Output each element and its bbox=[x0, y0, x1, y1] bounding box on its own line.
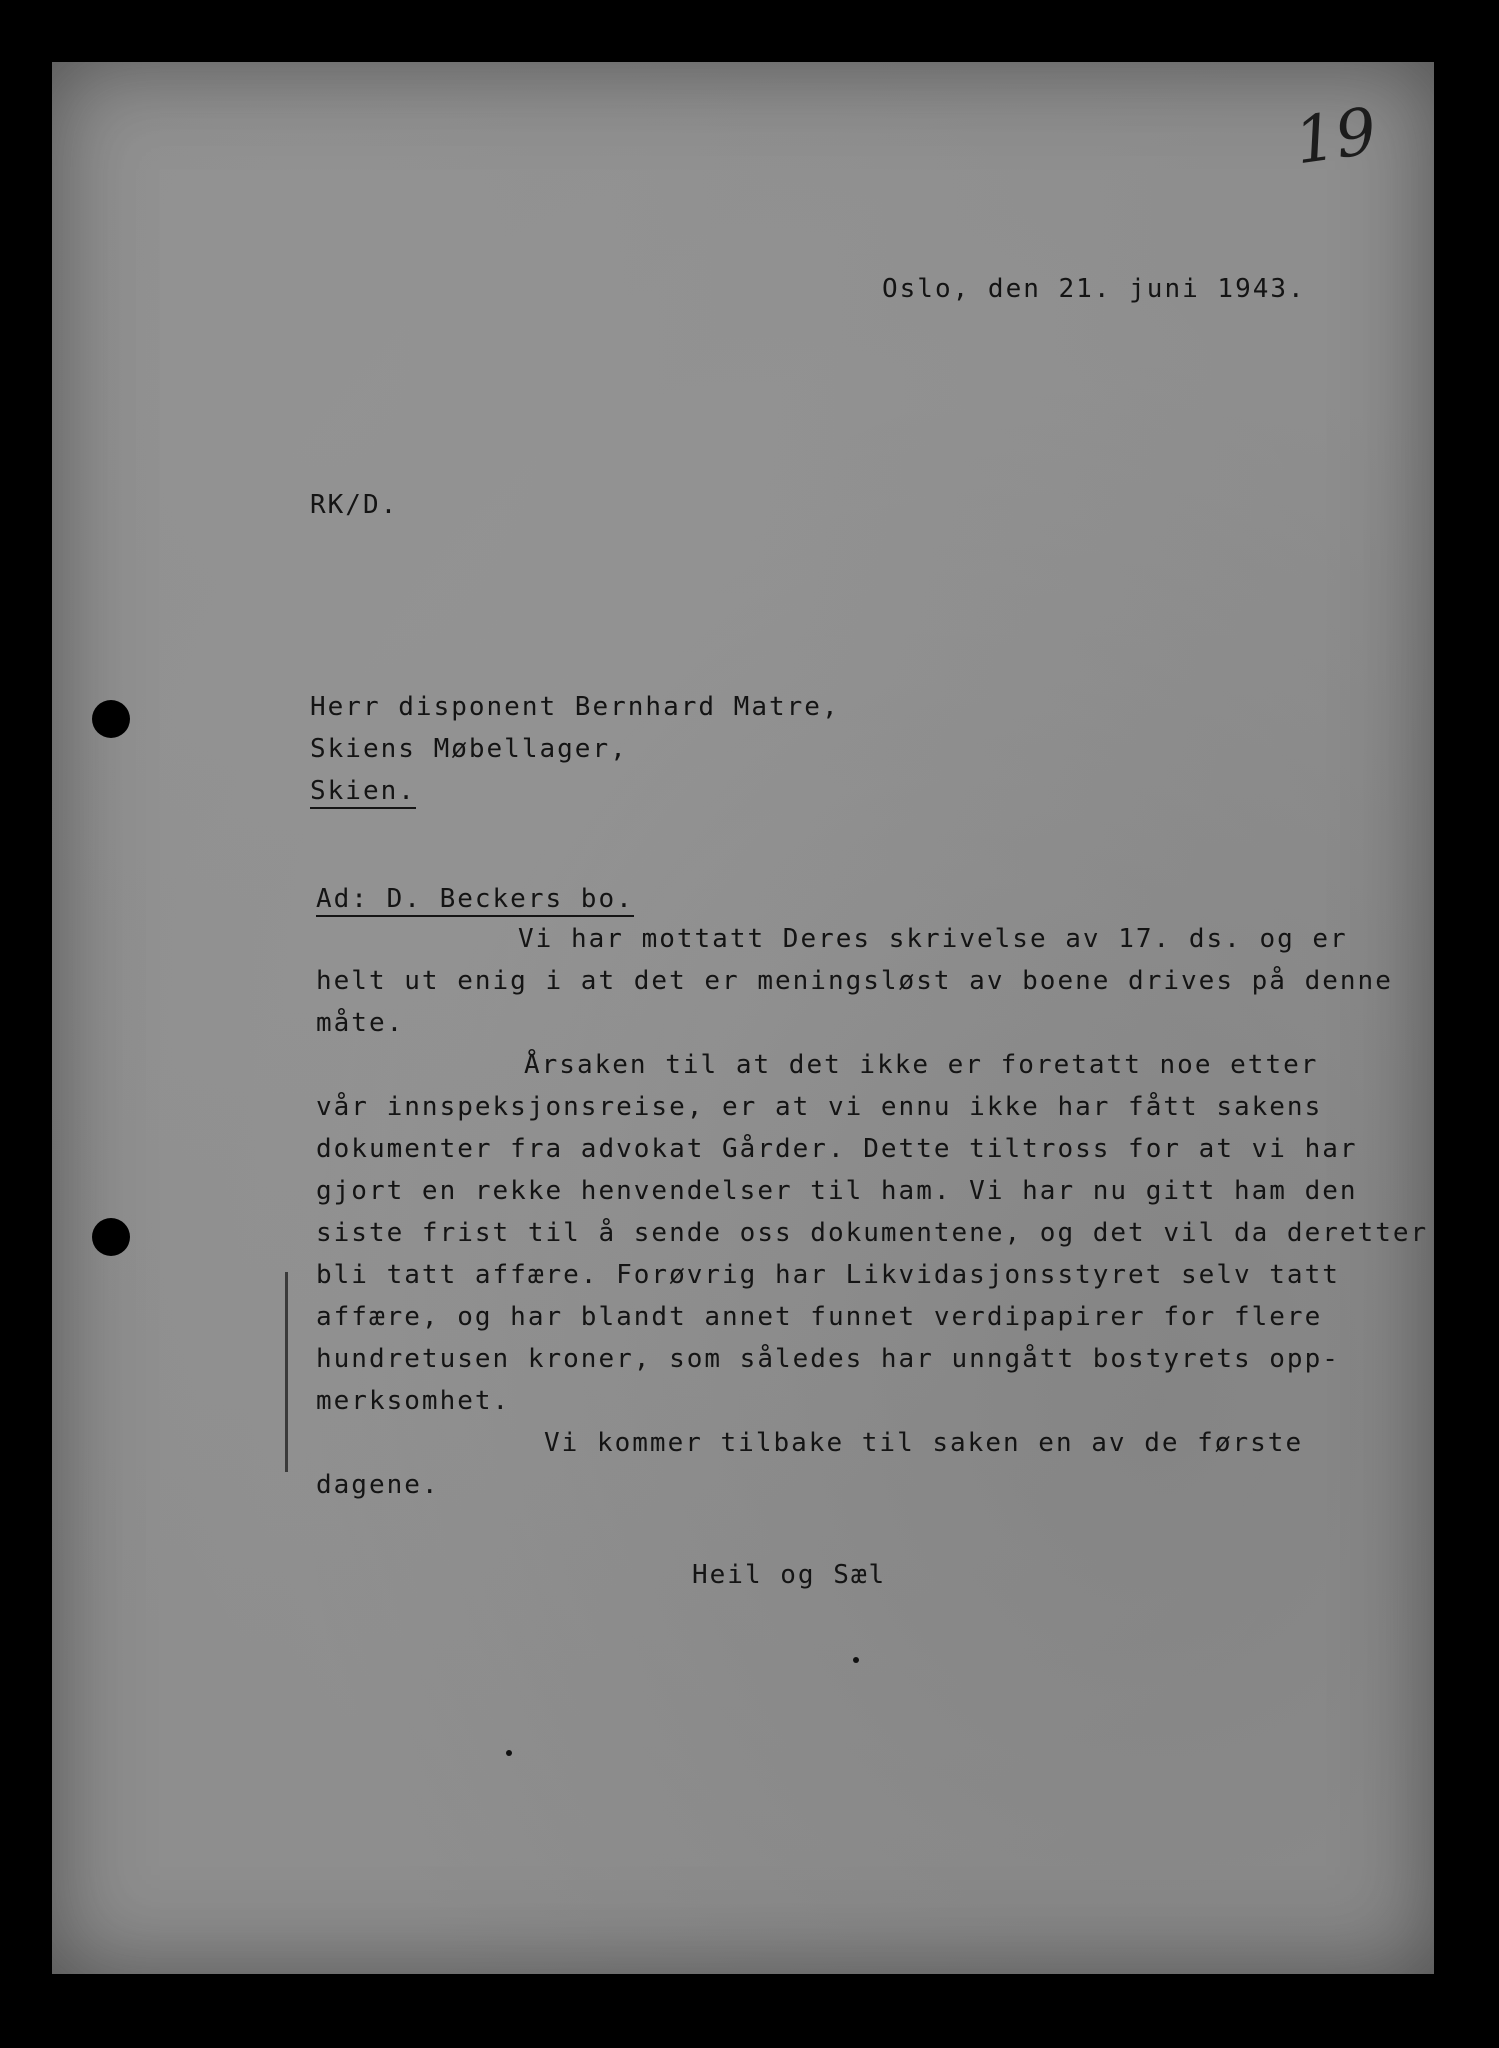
reference: RK/D. bbox=[310, 490, 399, 520]
body-line: Vi har mottatt Deres skrivelse av 17. ds. og er bbox=[518, 924, 1348, 954]
body-line: bli tatt affære. Forøvrig har Likvidasjonsstyret selv tatt bbox=[316, 1260, 1340, 1290]
body-line: måte. bbox=[316, 1008, 405, 1038]
body-line: merksomhet. bbox=[316, 1386, 511, 1416]
body-line: Årsaken til at det ikke er foretatt noe etter bbox=[524, 1050, 1319, 1080]
closing: Heil og Sæl bbox=[692, 1560, 887, 1590]
recipient-line-3: Skien. bbox=[310, 776, 416, 809]
body-line: dagene. bbox=[316, 1470, 440, 1500]
punch-hole bbox=[92, 700, 130, 738]
ink-speck bbox=[506, 1750, 512, 1756]
punch-hole bbox=[92, 1218, 130, 1256]
margin-mark bbox=[285, 1272, 288, 1472]
body-line: hundretusen kroner, som således har unngått bostyrets opp- bbox=[316, 1344, 1340, 1374]
body-line: Vi kommer tilbake til saken en av de første bbox=[544, 1428, 1304, 1458]
body-line: vår innspeksjonsreise, er at vi ennu ikke har fått sakens bbox=[316, 1092, 1323, 1122]
page-number: 19 bbox=[1289, 94, 1381, 180]
body-line: gjort en rekke henvendelser til ham. Vi har nu gitt ham den bbox=[316, 1176, 1358, 1206]
body-line: helt ut enig i at det er meningsløst av boene drives på denne bbox=[316, 966, 1393, 996]
recipient-line-1: Herr disponent Bernhard Matre, bbox=[310, 692, 840, 722]
body-line: siste frist til å sende oss dokumentene, og det vil da deretter bbox=[316, 1218, 1429, 1248]
recipient-line-2: Skiens Møbellager, bbox=[310, 734, 628, 764]
body-line: affære, og har blandt annet funnet verdipapirer for flere bbox=[316, 1302, 1323, 1332]
subject-line: Ad: D. Beckers bo. bbox=[316, 884, 634, 917]
letter-page bbox=[52, 62, 1434, 1974]
body-line: dokumenter fra advokat Gårder. Dette tiltross for at vi har bbox=[316, 1134, 1358, 1164]
ink-speck bbox=[853, 1657, 859, 1663]
date-line: Oslo, den 21. juni 1943. bbox=[882, 274, 1306, 304]
